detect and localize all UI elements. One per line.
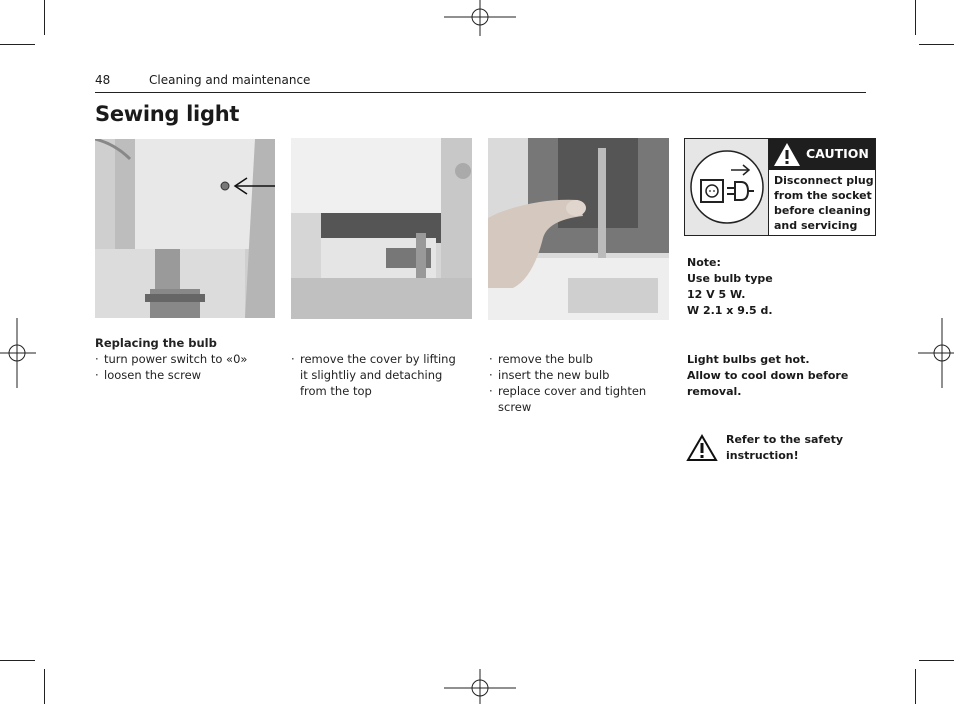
- safety-line: instruction!: [726, 449, 799, 462]
- registration-mark-right: [918, 318, 954, 388]
- column-2-bullets: [291, 351, 467, 399]
- list-item: · remove the cover by lifting it slightliy and detaching from the top: [291, 351, 467, 399]
- registration-mark-top: [444, 0, 516, 36]
- list-item: · remove the bulb: [489, 351, 659, 367]
- note-line: Use bulb type: [687, 272, 773, 285]
- list-item: · turn power switch to «0»: [95, 351, 275, 367]
- section-title: Cleaning and maintenance: [149, 73, 311, 87]
- safety-line: Refer to the safety: [726, 433, 844, 446]
- bulb-note: [687, 255, 867, 319]
- column-3-text: [489, 351, 659, 415]
- caution-label: CAUTION: [806, 146, 869, 161]
- crop-mark: [0, 44, 35, 45]
- registration-mark-left: [0, 318, 36, 388]
- warning-triangle-icon: [773, 142, 801, 167]
- caution-box: [684, 138, 876, 236]
- unplug-icon: [685, 139, 768, 235]
- crop-mark: [44, 0, 45, 35]
- column-1-heading: Replacing the bulb: [95, 336, 217, 350]
- hot-warning: [687, 352, 867, 400]
- column-2-text: [291, 351, 467, 399]
- crop-mark: [44, 669, 45, 704]
- crop-mark: [915, 669, 916, 704]
- list-item: · insert the new bulb: [489, 367, 659, 383]
- page-number: 48: [95, 73, 111, 87]
- header-rule: [95, 92, 866, 93]
- caution-icon-panel: [685, 139, 769, 235]
- registration-mark-bottom: [444, 669, 516, 704]
- note-line: W 2.1 x 9.5 d.: [687, 304, 773, 317]
- page-title: Sewing light: [95, 102, 240, 126]
- crop-mark: [0, 660, 35, 661]
- photo-sewing-machine-screw: [95, 139, 275, 318]
- caution-text: Disconnect plug from the socket before cleaning and servicing: [774, 174, 874, 232]
- safety-reference: [726, 432, 866, 464]
- photo-bulb-replacement: [488, 138, 669, 320]
- note-line: 12 V 5 W.: [687, 288, 746, 301]
- list-item: · replace cover and tighten screw: [489, 383, 659, 415]
- column-3-bullets: [489, 351, 659, 415]
- note-label: Note:: [687, 256, 721, 269]
- column-1-bullets: [95, 351, 275, 383]
- crop-mark: [915, 0, 916, 35]
- crop-mark: [919, 660, 954, 661]
- hot-warning-line: Allow to cool down before: [687, 369, 849, 382]
- crop-mark: [919, 44, 954, 45]
- hot-warning-line: Light bulbs get hot.: [687, 353, 810, 366]
- hot-warning-line: removal.: [687, 385, 742, 398]
- caution-header: [769, 139, 875, 170]
- warning-triangle-icon: [686, 434, 718, 462]
- list-item: · loosen the screw: [95, 367, 275, 383]
- photo-cover-removal: [291, 138, 472, 319]
- column-1-text: [95, 335, 275, 383]
